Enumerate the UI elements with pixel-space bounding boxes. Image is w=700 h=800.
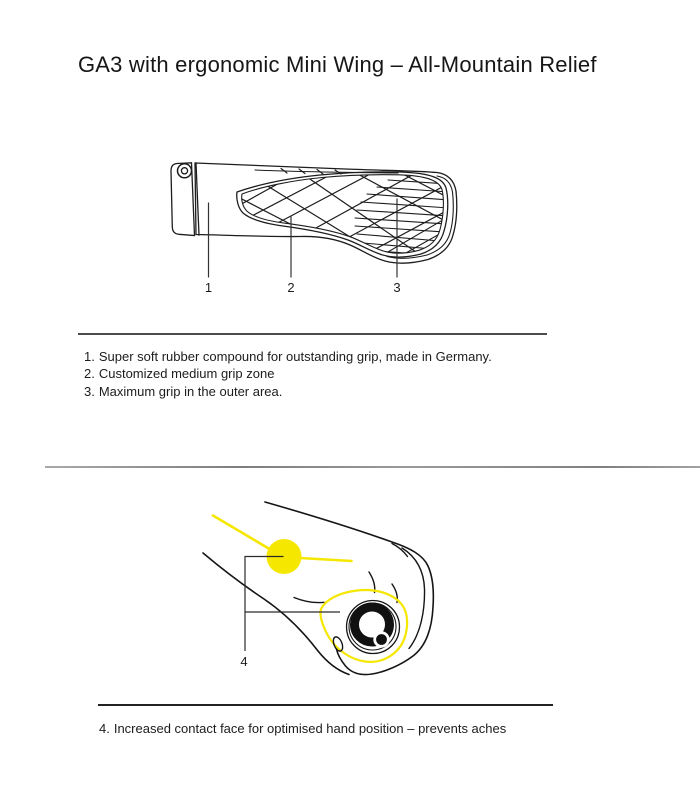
feature-list	[84, 348, 492, 400]
callout-label-4: 4	[240, 654, 248, 669]
callout-label-1: 1	[204, 280, 213, 295]
clamp-bolt-icon	[178, 164, 192, 178]
callout-label-2: 2	[287, 280, 295, 295]
grip-contact-outline	[320, 590, 407, 662]
caption: 4. Increased contact face for optimised hand position – prevents aches	[99, 721, 507, 736]
outer-rib-pattern	[355, 180, 453, 258]
feature-item-1: 1. Super soft rubber compound for outstanding grip, made in Germany.	[84, 349, 492, 364]
hand-diagram-illustration	[180, 475, 470, 680]
grip-tread-window	[236, 172, 453, 258]
bar-end-dot	[375, 633, 389, 647]
section-divider	[45, 466, 700, 468]
feature-item-2: 2. Customized medium grip zone	[84, 366, 275, 382]
clamp-bolt-icon	[181, 168, 187, 174]
divider-above-caption	[98, 704, 553, 706]
diamond-lattice-pattern	[236, 172, 450, 253]
callout-label-3: 3	[393, 280, 401, 295]
fingertip-detail	[331, 636, 344, 653]
top-groove	[255, 169, 398, 175]
divider-above-feature-list	[78, 333, 547, 335]
grip-callout-labels	[205, 280, 401, 295]
page-title: GA3 with ergonomic Mini Wing – All-Mountain Relief	[78, 52, 597, 77]
grip-diagram-illustration	[150, 140, 470, 310]
palm-crease	[294, 598, 324, 603]
handlebar-ring	[331, 607, 389, 652]
feature-item-3: 3. Maximum grip in the outer area.	[84, 383, 283, 399]
